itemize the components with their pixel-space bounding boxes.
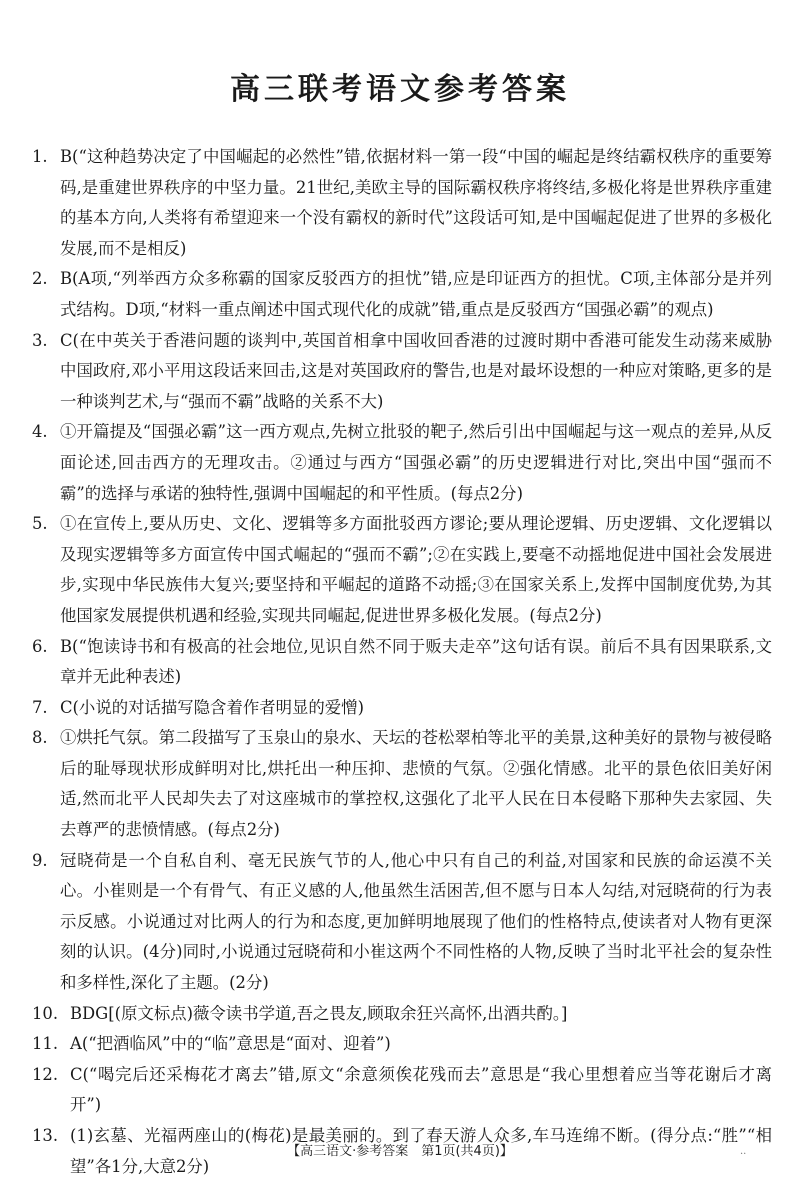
answer-item: [32, 999, 772, 1030]
answer-item: [32, 326, 772, 418]
answer-item: [32, 846, 772, 999]
corner-mark: ..: [740, 1146, 747, 1157]
item-text: ①在宣传上,要从历史、文化、逻辑等多方面批驳西方谬论;要从理论逻辑、历史逻辑、文化逻辑以及现实逻辑等多方面宣传中国式崛起的“强而不霸”;②在实践上,要毫不动摇地促进中国社会发展进步,实现中华民族伟大复兴;要坚持和平崛起的道路不动摇;③在国家关系上,发挥中国制度优势,为其他国家发展提供机遇和经验,实现共同崛起,促进世界多极化发展。(每点2分): [60, 514, 772, 625]
item-text: B(“这种趋势决定了中国崛起的必然性”错,依据材料一第一段“中国的崛起是终结霸权秩序的重要筹码,是重建世界秩序的中坚力量。21世纪,美欧主导的国际霸权秩序将终结,多极化将是世界秩序重建的基本方向,人类将有希望迎来一个没有霸权的新时代”这段话可知,是中国崛起促进了世界的多极化发展,而不是相反): [60, 147, 772, 258]
item-number: 12.: [32, 1064, 59, 1084]
item-number: 3.: [32, 330, 48, 350]
item-text: C(小说的对话描写隐含着作者明显的爱憎): [60, 697, 364, 717]
answer-item: [32, 1060, 772, 1121]
item-number: 11.: [32, 1034, 59, 1054]
item-text: ①开篇提及“国强必霸”这一西方观点,先树立批驳的靶子,然后引出中国崛起与这一观点的差异,从反面论述,回击西方的无理攻击。②通过与西方“国强必霸”的历史逻辑进行对比,突出中国“强而不霸”的选择与承诺的独特性,强调中国崛起的和平性质。(每点2分): [60, 422, 772, 503]
answer-item: [32, 632, 772, 693]
item-text: 冠晓荷是一个自私自利、毫无民族气节的人,他心中只有自己的利益,对国家和民族的命运漠不关心。小崔则是一个有骨气、有正义感的人,他虽然生活困苦,但不愿与日本人勾结,对冠晓荷的行为表示反感。小说通过对比两人的行为和态度,更加鲜明地展现了他们的性格特点,使读者对人物有更深刻的认识。(4分)同时,小说通过冠晓荷和小崔这两个不同性格的人物,反映了当时北平社会的复杂性和多样性,深化了主题。(2分): [60, 850, 772, 993]
answer-item: [32, 1029, 772, 1060]
page-footer: 【高三语文·参考答案 第1页(共4页)】: [287, 1144, 513, 1159]
item-text: A(“把酒临风”中的“临”意思是“面对、迎着”): [70, 1034, 391, 1054]
item-number: 4.: [32, 422, 48, 442]
item-text: B(A项,“列举西方众多称霸的国家反驳西方的担忧”错,应是印证西方的担忧。C项,主体部分是并列式结构。D项,“材料一重点阐述中国式现代化的成就”错,重点是反驳西方“国强必霸”的观点): [60, 269, 772, 319]
item-text: C(“喝完后还采梅花才离去”错,原文“余意须俟花残而去”意思是“我心里想着应当等花谢后才离开”): [70, 1064, 772, 1115]
page-title: 高三联考语文参考答案: [230, 72, 570, 107]
item-text: ①烘托气氛。第二段描写了玉泉山的泉水、天坛的苍松翠柏等北平的美景,这种美好的景物与被侵略后的耻辱现状形成鲜明对比,烘托出一种压抑、悲愤的气氛。②强化情感。北平的景色依旧美好闲适,然而北平人民却失去了对这座城市的掌控权,这强化了北平人民在日本侵略下那种失去家园、失去尊严的悲愤情感。(每点2分): [60, 728, 772, 840]
answer-list: [32, 142, 772, 1182]
item-text: C(在中英关于香港问题的谈判中,英国首相拿中国收回香港的过渡时期中香港可能发生动荡来威胁中国政府,邓小平用这段话来回击,这是对英国政府的警告,也是对最坏设想的一种应对策略,更多的是一种谈判艺术,与“强而不霸”战略的关系不大): [60, 330, 772, 411]
answer-item: [32, 509, 772, 631]
answer-item: [32, 142, 772, 264]
item-number: 7.: [32, 697, 48, 717]
item-number: 10.: [32, 1003, 59, 1023]
item-number: 9.: [32, 850, 48, 870]
item-number: 6.: [32, 636, 48, 656]
item-text: BDG[(原文标点)薇令读书学道,吾之畏友,顾取余狂兴高怀,出酒共酌。]: [70, 1003, 568, 1023]
item-text: B(“饱读诗书和有极高的社会地位,见识自然不同于贩夫走卒”这句话有误。前后不具有因果联系,文章并无此种表述): [60, 636, 772, 687]
item-number: 5.: [32, 514, 48, 534]
answer-item: [32, 723, 772, 845]
answer-item: [32, 693, 772, 724]
item-number: 1.: [32, 147, 48, 166]
item-text: (1)玄墓、光福两座山的(梅花)是最美丽的。到了春天游人众多,车马连绵不断。(得分点:“胜”“相望”各1分,大意2分): [70, 1126, 772, 1176]
answer-item: [32, 264, 772, 325]
answer-item: [32, 417, 772, 509]
item-number: 8.: [32, 728, 48, 748]
item-number: 2.: [32, 269, 48, 289]
item-number: 13.: [32, 1126, 59, 1145]
